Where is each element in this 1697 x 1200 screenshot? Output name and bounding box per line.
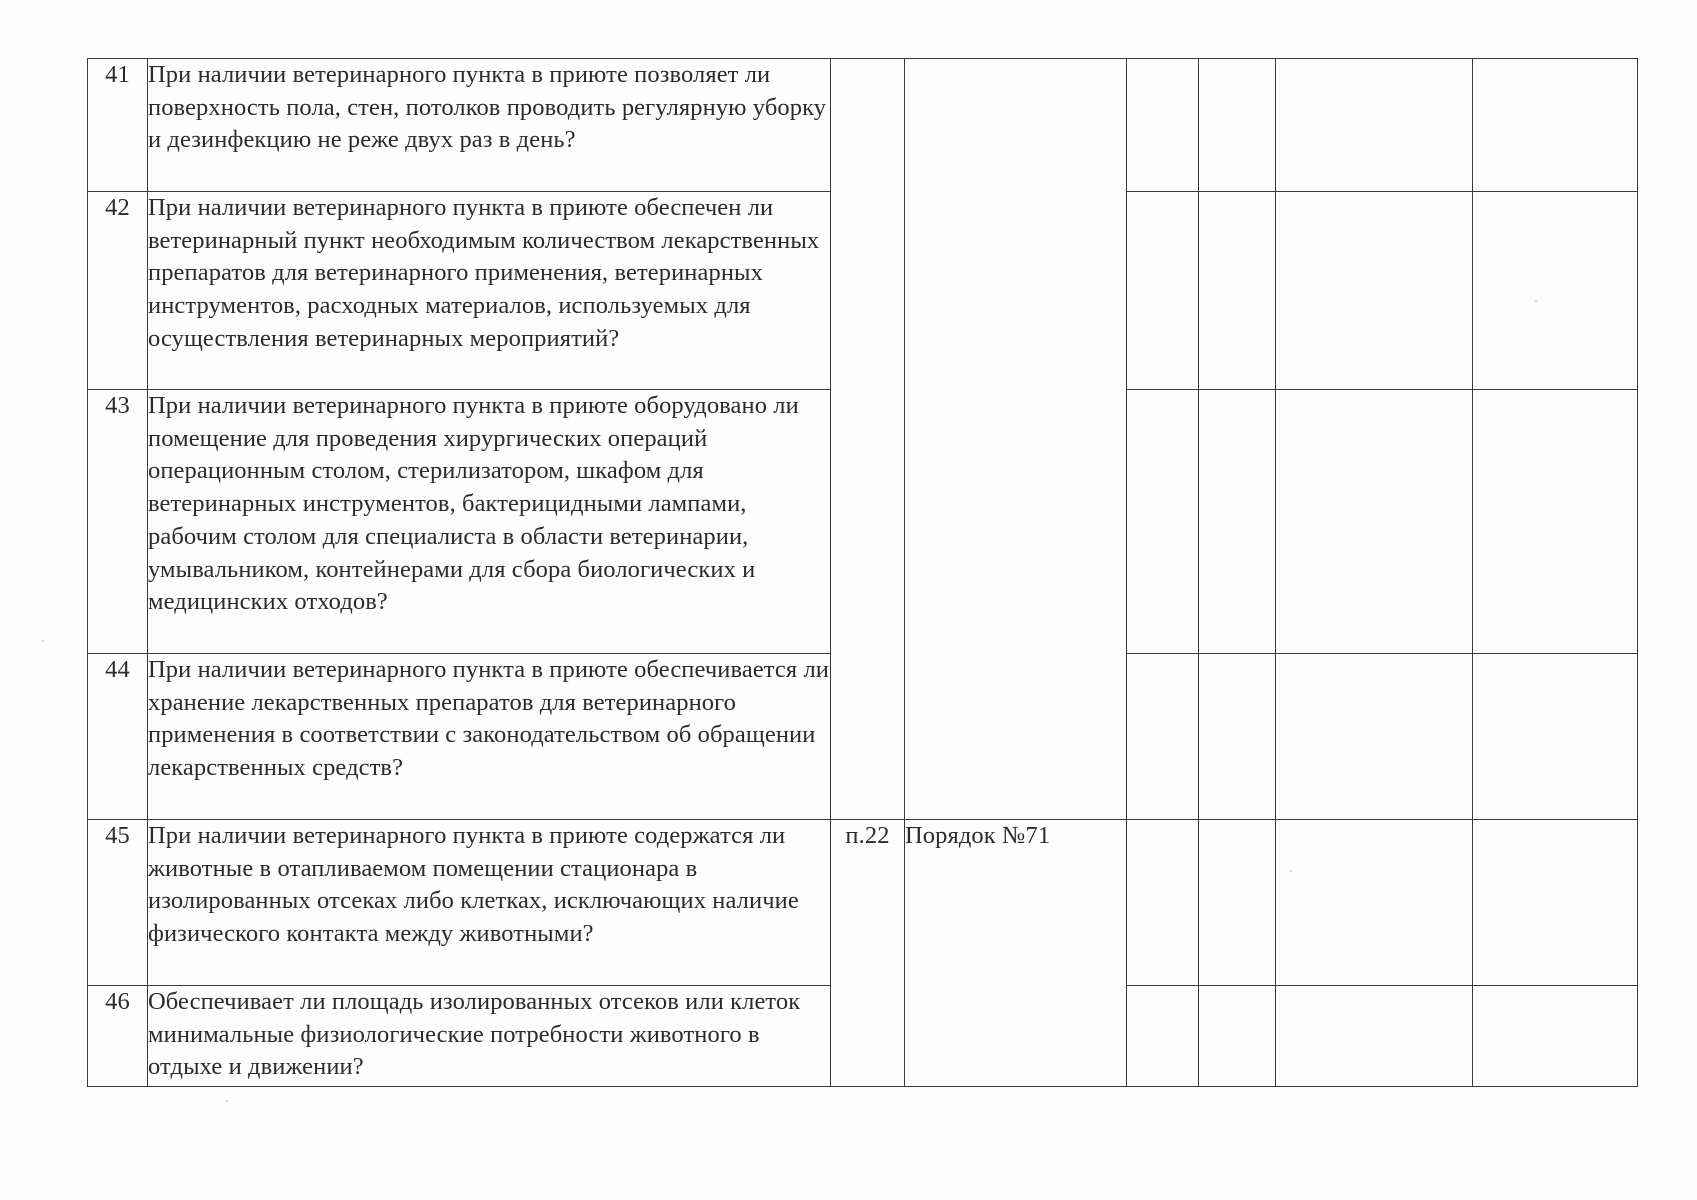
- answer-no-cell: [1199, 390, 1276, 654]
- note-cell: [1473, 192, 1638, 390]
- table-row: [88, 820, 1638, 986]
- answer-yes-cell: [1127, 59, 1199, 192]
- row-number: 45: [88, 820, 148, 986]
- scan-speck: [1290, 870, 1292, 872]
- row-number: 41: [88, 59, 148, 192]
- answer-no-cell: [1199, 192, 1276, 390]
- row-number: 42: [88, 192, 148, 390]
- answer-yes-cell: [1127, 192, 1199, 390]
- answer-no-cell: [1199, 820, 1276, 986]
- answer-yes-cell: [1127, 390, 1199, 654]
- not-applicable-cell: [1276, 59, 1473, 192]
- row-number: 46: [88, 986, 148, 1087]
- note-cell: [1473, 59, 1638, 192]
- answer-yes-cell: [1127, 654, 1199, 820]
- not-applicable-cell: [1276, 986, 1473, 1087]
- note-cell: [1473, 986, 1638, 1087]
- clause-cell-empty: [831, 59, 905, 820]
- scan-speck: [226, 1100, 228, 1102]
- not-applicable-cell: [1276, 390, 1473, 654]
- note-cell: [1473, 654, 1638, 820]
- question-text: При наличии ветеринарного пункта в приюте обеспечен ли ветеринарный пункт необходимым количеством лекарственных препаратов для ветеринарного применения, ветеринарных инструментов, расходных материалов, используемых для осуществления ветеринарных мероприятий?: [148, 192, 831, 390]
- checklist-table: [87, 58, 1638, 1087]
- question-text: При наличии ветеринарного пункта в приюте позволяет ли поверхность пола, стен, потолков проводить регулярную уборку и дезинфекцию не реже двух раз в день?: [148, 59, 831, 192]
- not-applicable-cell: [1276, 192, 1473, 390]
- question-text: При наличии ветеринарного пункта в приюте оборудовано ли помещение для проведения хирургических операций операционным столом, стерилизатором, шкафом для ветеринарных инструментов, бактерицидными лампами, рабочим столом для специалиста в области ветеринарии, умывальником, контейнерами для сбора биологических и медицинских отходов?: [148, 390, 831, 654]
- regulation-reference: Порядок №71: [905, 820, 1127, 1087]
- answer-no-cell: [1199, 986, 1276, 1087]
- scan-speck: [42, 640, 44, 642]
- reference-cell-empty: [905, 59, 1127, 820]
- answer-no-cell: [1199, 59, 1276, 192]
- answer-no-cell: [1199, 654, 1276, 820]
- question-text: При наличии ветеринарного пункта в приюте обеспечивается ли хранение лекарственных препаратов для ветеринарного применения в соответствии с законодательством об обращении лекарственных средств?: [148, 654, 831, 820]
- clause-number: п.22: [831, 820, 905, 1087]
- answer-yes-cell: [1127, 986, 1199, 1087]
- note-cell: [1473, 390, 1638, 654]
- question-text: При наличии ветеринарного пункта в приюте содержатся ли животные в отапливаемом помещении стационара в изолированных отсеках либо клетках, исключающих наличие физического контакта между животными?: [148, 820, 831, 986]
- not-applicable-cell: [1276, 820, 1473, 986]
- row-number: 43: [88, 390, 148, 654]
- answer-yes-cell: [1127, 820, 1199, 986]
- note-cell: [1473, 820, 1638, 986]
- table-row: [88, 59, 1638, 192]
- scan-speck: [1535, 300, 1537, 302]
- question-text: Обеспечивает ли площадь изолированных отсеков или клеток минимальные физиологические потребности животного в отдыхе и движении?: [148, 986, 831, 1087]
- not-applicable-cell: [1276, 654, 1473, 820]
- row-number: 44: [88, 654, 148, 820]
